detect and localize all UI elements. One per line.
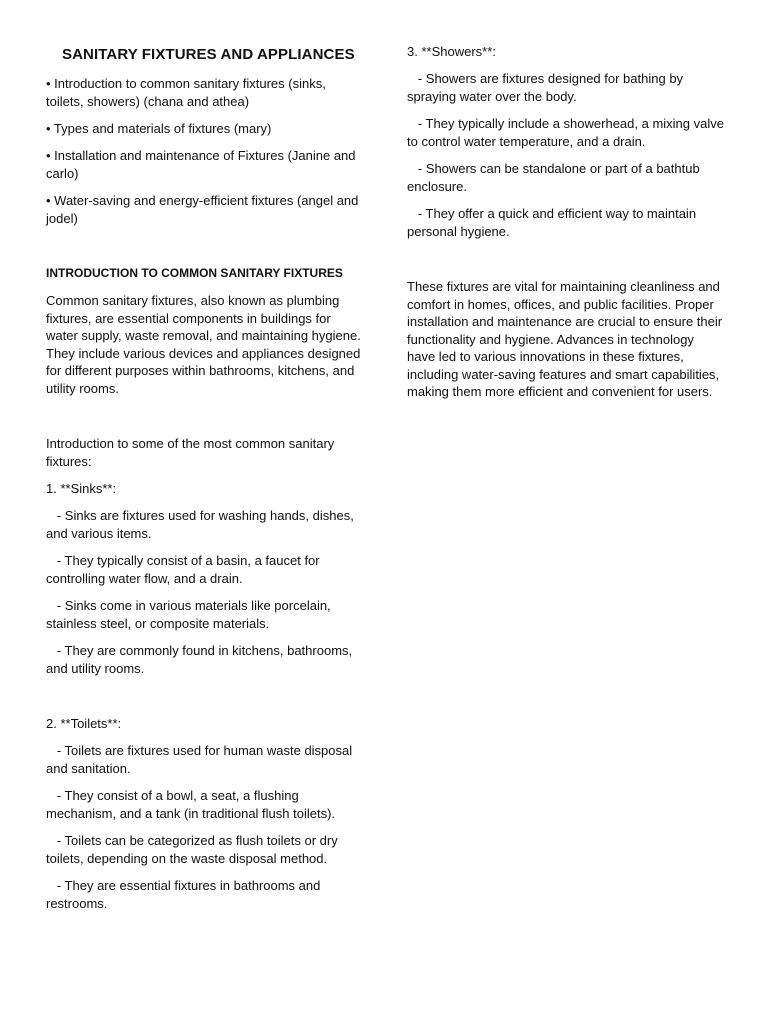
showers-point: - They typically include a showerhead, a mixing valve to control water temperature, and a drain. — [407, 116, 728, 149]
toilets-point: - Toilets are fixtures used for human waste disposal and sanitation. — [46, 743, 356, 776]
bullet-item: • Water-saving and energy-efficient fixtures (angel and jodel) — [46, 193, 363, 226]
toilets-point: - They are essential fixtures in bathrooms and restrooms. — [46, 878, 324, 911]
sinks-point: - They are commonly found in kitchens, bathrooms, and utility rooms. — [46, 643, 356, 676]
showers-point: - They offer a quick and efficient way to maintain personal hygiene. — [407, 206, 700, 239]
sinks-point: - They typically consist of a basin, a faucet for controlling water flow, and a drain. — [46, 553, 324, 586]
sinks-heading: 1. **Sinks**: — [46, 481, 117, 496]
toilets-point: - Toilets can be categorized as flush toilets or dry toilets, depending on the waste disposal method. — [46, 833, 342, 866]
showers-point: - Showers are fixtures designed for bathing by spraying water over the body. — [407, 71, 687, 104]
document-title: SANITARY FIXTURES AND APPLIANCES — [62, 46, 355, 63]
sinks-point: - Sinks come in various materials like porcelain, stainless steel, or composite materials. — [46, 598, 335, 631]
closing-paragraph: These fixtures are vital for maintaining cleanliness and comfort in homes, offices, and public facilities. Proper installation and maintenance are crucial to ensure their functionality and hygiene. Advances in technology have led to various innovations in these fixtures, including water-saving features and smart capabilities, making them more efficient and convenient for users. — [407, 279, 726, 399]
toilets-point: - They consist of a bowl, a seat, a flushing mechanism, and a tank (in traditional flush toilets). — [46, 788, 336, 821]
showers-heading: 3. **Showers**: — [407, 44, 496, 59]
bullet-item: • Introduction to common sanitary fixtures (sinks, toilets, showers) (chana and athea) — [46, 76, 330, 109]
bullet-item: • Types and materials of fixtures (mary) — [46, 121, 272, 136]
bullet-item: • Installation and maintenance of Fixtures (Janine and carlo) — [46, 148, 360, 181]
showers-point: - Showers can be standalone or part of a bathtub enclosure. — [407, 161, 704, 194]
section-heading: INTRODUCTION TO COMMON SANITARY FIXTURES — [46, 266, 343, 280]
toilets-heading: 2. **Toilets**: — [46, 716, 122, 731]
intro-paragraph: Common sanitary fixtures, also known as plumbing fixtures, are essential components in buildings for water supply, waste removal, and maintaining hygiene. They include various devices and appliances designed for different purposes within bathrooms, kitchens, and utility rooms. — [46, 293, 365, 396]
sinks-point: - Sinks are fixtures used for washing hands, dishes, and various items. — [46, 508, 358, 541]
list-intro: Introduction to some of the most common sanitary fixtures: — [46, 436, 338, 469]
